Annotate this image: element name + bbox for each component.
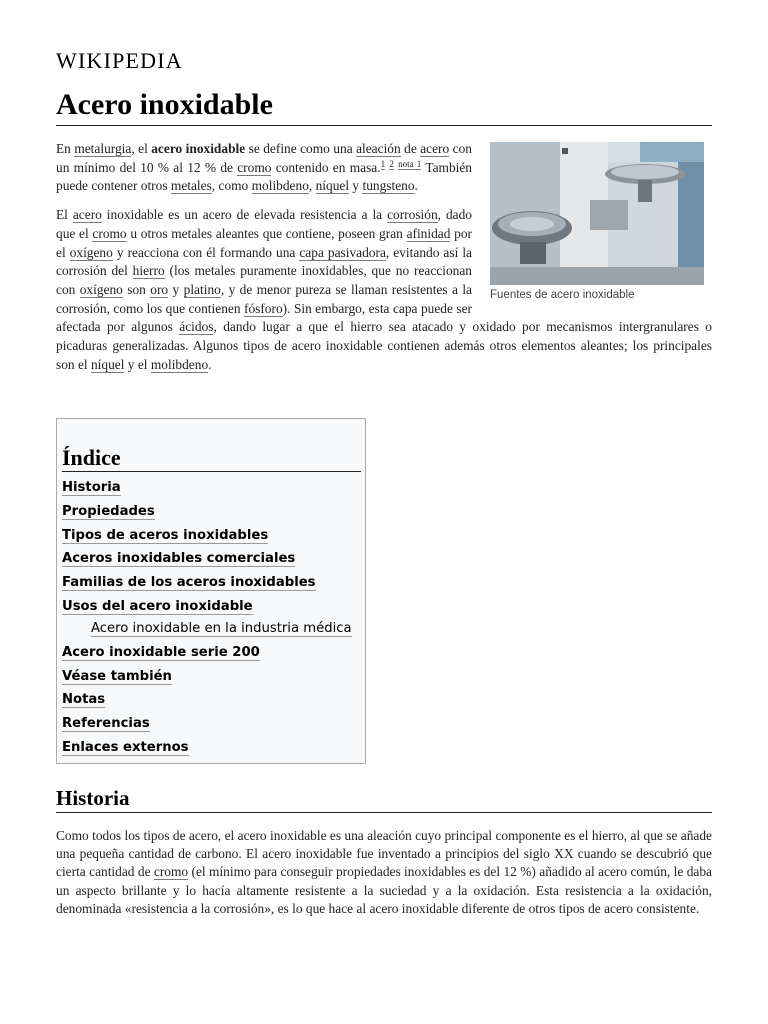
link-molibdeno[interactable]: molibdeno bbox=[150, 356, 209, 372]
text: , como bbox=[211, 178, 252, 194]
text: u otros metales aleantes que contiene, poseen gran bbox=[126, 225, 407, 241]
link-oxigeno[interactable]: oxígeno bbox=[69, 244, 113, 260]
toc-item[interactable] bbox=[62, 476, 361, 500]
text: y el bbox=[124, 356, 151, 372]
text: Como todos los tipos de acero, el acero inoxidable es una aleación cuyo principal componente es el hierro, al que se añade una pequeña cantidad de carbono. El acero inoxidable fue inventado a principios del siglo XX cuando se descubrió que cierta cantidad de bbox=[56, 828, 712, 880]
text: . bbox=[208, 356, 212, 372]
link-acidos[interactable]: ácidos bbox=[179, 319, 214, 335]
link-niquel[interactable]: níquel bbox=[90, 356, 125, 372]
toc-subitem[interactable] bbox=[62, 619, 361, 638]
article-intro bbox=[56, 140, 712, 384]
historia-paragraph bbox=[56, 827, 712, 918]
toc-link-vease-tambien[interactable]: Véase también bbox=[62, 668, 172, 684]
toc-item[interactable] bbox=[62, 688, 361, 712]
text: con un mínimo del 10 % al 12 % de bbox=[56, 141, 472, 175]
toc-link-familias[interactable]: Familias de los aceros inoxidables bbox=[62, 575, 316, 591]
toc-link-comerciales[interactable]: Aceros inoxidables comerciales bbox=[62, 551, 296, 567]
section-heading-historia: Historia bbox=[56, 785, 712, 813]
text: y bbox=[349, 178, 363, 194]
link-metalurgia[interactable]: metalurgia bbox=[74, 141, 132, 156]
link-cromo[interactable]: cromo bbox=[153, 864, 189, 880]
toc-link-usos[interactable]: Usos del acero inoxidable bbox=[62, 598, 253, 614]
bold-term: acero inoxidable bbox=[151, 141, 246, 156]
toc-link-historia[interactable]: Historia bbox=[62, 480, 121, 495]
ref-2[interactable] bbox=[389, 159, 394, 170]
link-niquel[interactable]: níquel bbox=[315, 178, 350, 194]
toc-item[interactable] bbox=[62, 736, 361, 760]
link-cromo[interactable]: cromo bbox=[92, 225, 127, 241]
toc-link-enlaces-externos[interactable]: Enlaces externos bbox=[62, 739, 189, 755]
text: . bbox=[414, 178, 418, 194]
toc-item[interactable] bbox=[62, 500, 361, 524]
toc-item[interactable] bbox=[62, 571, 361, 595]
text: , dado que el bbox=[56, 207, 472, 241]
link-fosforo[interactable]: fósforo bbox=[243, 300, 283, 316]
toc-link-serie-200[interactable]: Acero inoxidable serie 200 bbox=[62, 644, 260, 660]
text: También puede contener otros bbox=[56, 159, 472, 194]
toc-item[interactable] bbox=[62, 547, 361, 571]
text: se define como una bbox=[245, 141, 357, 156]
text: , evitando así la corrosión del bbox=[56, 244, 472, 279]
link-tungsteno[interactable]: tungsteno bbox=[362, 178, 415, 194]
wikipedia-logo[interactable]: WIKIPEDIA bbox=[56, 48, 183, 73]
link-platino[interactable]: platino bbox=[183, 281, 221, 297]
toc-link-tipos[interactable]: Tipos de aceros inoxidables bbox=[62, 527, 269, 543]
text: ). Sin embargo, esta capa puede ser afectada por algunos bbox=[56, 300, 472, 335]
text: , y de menor pureza se llaman resistentes a la corrosión, como los que contienen bbox=[56, 281, 472, 316]
toc-link-industria-medica[interactable]: Acero inoxidable en la industria médica bbox=[91, 620, 352, 636]
link-corrosion[interactable]: corrosión bbox=[387, 207, 438, 223]
text: En bbox=[56, 141, 75, 156]
link-hierro[interactable]: hierro bbox=[132, 263, 165, 279]
ref-1[interactable] bbox=[381, 159, 386, 170]
text: por el bbox=[56, 225, 472, 260]
link-oro[interactable]: oro bbox=[150, 281, 169, 297]
text: , bbox=[308, 178, 316, 194]
toc-title: Índice bbox=[62, 445, 361, 472]
table-of-contents bbox=[56, 418, 366, 764]
toc-link-propiedades[interactable]: Propiedades bbox=[62, 503, 155, 519]
toc-item[interactable] bbox=[62, 595, 361, 619]
ref-link-nota-1[interactable]: nota 1 bbox=[398, 158, 422, 169]
link-aleacion[interactable]: aleación bbox=[356, 141, 401, 156]
toc-link-referencias[interactable]: Referencias bbox=[62, 716, 150, 732]
text: , el bbox=[131, 141, 152, 156]
toc-item[interactable] bbox=[62, 641, 361, 665]
text: (el mínimo para conseguir propiedades inoxidables es del 12 %) añadido al acero común, le daba un aspecto brillante y lo hacía altamente resistente a la suciedad y a la oxidación. Esta resistencia a la oxidación, denominada «resistencia a la corrosión», es lo que hace al acero inoxidable diferente de otros tipos de acero consistente. bbox=[56, 864, 712, 916]
ref-nota-1[interactable] bbox=[398, 159, 421, 170]
text: y reacciona con él formando una bbox=[112, 244, 300, 260]
toc-link-notas[interactable]: Notas bbox=[62, 692, 106, 708]
text: contenido en masa. bbox=[271, 159, 381, 175]
toc-item[interactable] bbox=[62, 665, 361, 689]
text: inoxidable es un acero de elevada resistencia a la bbox=[101, 207, 388, 223]
text: (los metales puramente inoxidables, que no reaccionan con bbox=[56, 263, 472, 297]
toc-item[interactable] bbox=[62, 712, 361, 736]
page-title: Acero inoxidable bbox=[56, 86, 712, 126]
link-oxigeno[interactable]: oxígeno bbox=[79, 281, 123, 297]
link-molibdeno[interactable]: molibdeno bbox=[251, 178, 309, 194]
link-acero[interactable]: acero bbox=[420, 141, 450, 156]
ref-link-2[interactable]: 2 bbox=[389, 158, 394, 169]
link-capa-pasivadora[interactable]: capa pasivadora bbox=[299, 244, 386, 260]
toc-list bbox=[62, 476, 361, 760]
text: , dando lugar a que el hierro sea atacado y oxidado por mecanismos intergranulares o picaduras generalizadas. Algunos tipos de acero inoxidable contienen además otros elementos aleantes; los principales son el bbox=[56, 319, 712, 372]
toc-item[interactable] bbox=[62, 524, 361, 548]
drinking-fountain-image[interactable] bbox=[490, 142, 704, 285]
ref-link-1[interactable]: 1 bbox=[380, 158, 386, 169]
link-metales[interactable]: metales bbox=[170, 178, 212, 194]
text: son bbox=[122, 281, 151, 297]
link-afinidad[interactable]: afinidad bbox=[406, 225, 451, 241]
text: y bbox=[168, 281, 184, 297]
text: El bbox=[56, 207, 73, 223]
figure-caption: Fuentes de acero inoxidable bbox=[490, 289, 635, 301]
link-cromo[interactable]: cromo bbox=[237, 159, 272, 175]
text: de bbox=[400, 141, 421, 156]
link-acero[interactable]: acero bbox=[72, 207, 102, 223]
infobox-figure bbox=[490, 142, 712, 303]
